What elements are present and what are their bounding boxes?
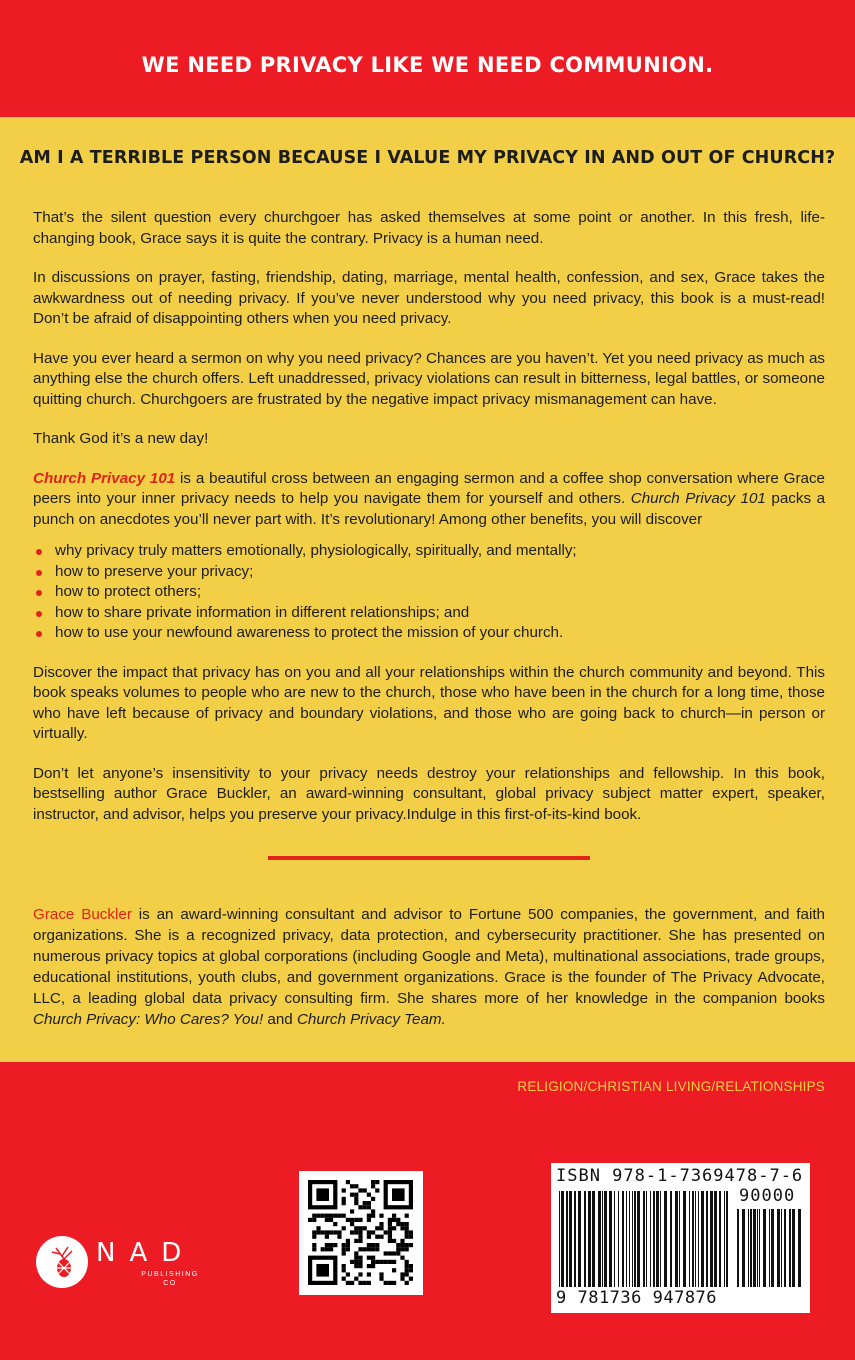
top-banner (0, 0, 855, 117)
bullet-dot-icon (36, 611, 42, 617)
companion-book-2: Church Privacy Team. (296, 1011, 446, 1028)
bullet-dot-icon (36, 590, 42, 596)
paragraph-1: That’s the silent question every churchgoer has asked themselves at some point or another. In this fresh, life-changing book, Grace says it is quite the contrary. Privacy is a human need. (33, 209, 825, 247)
companion-book-1: Church Privacy: Who Cares? You! (33, 1011, 264, 1028)
author-bio (33, 904, 825, 1030)
list-item (55, 541, 825, 562)
tagline: WE NEED PRIVACY LIKE WE NEED COMMUNION. (141, 52, 714, 77)
paragraph-5-text-a: is a beautiful cross between an engaging sermon and a coffee shop conversation where Grace peers into your inner privacy needs to help you navigate them for yourself and others. (33, 469, 825, 507)
publisher-sub: PUBLISHING CO (141, 1271, 199, 1287)
pinecone-icon (36, 1236, 88, 1288)
paragraph-4: Thank God it’s a new day! (33, 430, 209, 447)
paragraph-5 (33, 469, 825, 531)
qr-code (299, 1171, 423, 1295)
price-code: 90000 (739, 1186, 796, 1206)
paragraph-3: Have you ever heard a sermon on why you need privacy? Chances are you haven’t. Yet you need privacy as much as anything else the church offers. Left unaddressed, privacy violations can result in bitterness, legal battles, or someone quitting church. Churchgoers are frustrated by the negative impact privacy mismanagement can have. (33, 349, 825, 408)
bullet-dot-icon (36, 631, 42, 637)
list-item-text: how to preserve your privacy; (55, 562, 254, 580)
divider (268, 856, 590, 860)
bullet-dot-icon (36, 570, 42, 576)
qr-code-icon (299, 1171, 423, 1295)
list-item-text: how to protect others; (55, 583, 202, 600)
book-title: Church Privacy 101 (33, 469, 176, 487)
description (33, 208, 825, 844)
barcode-number: 9 781736 947876 (556, 1288, 718, 1308)
book-title-italic: Church Privacy 101 (630, 490, 766, 507)
list-item (55, 603, 825, 624)
paragraph-6: Discover the impact that privacy has on you and all your relationships within the church community and beyond. This book speaks volumes to people who are new to the church, those who have been in the church for a long time, those who have left because of privacy and boundary violations, and those who are going back to church—in person or virtually. (33, 663, 825, 742)
list-item-text: how to share private information in different relationships; and (55, 603, 470, 621)
author-bio-text: is an award-winning consultant and advisor to Fortune 500 companies, the government, and faith organizations. She is a recognized privacy, data protection, and cybersecurity practitioner. She has presented on numerous privacy topics at global corporations (including Google and Meta), multinational associations, trade groups, educational institutions, youth clubs, and government organizations. Grace is the founder of The Privacy Advocate, LLC, a leading global data privacy consulting firm. She shares more of her knowledge in the companion books (33, 906, 825, 1007)
paragraph-5-text-b: packs a punch on anecdotes you’ll never part with. It’s revolutionary! Among other benefits, you will discover (33, 490, 826, 528)
publisher-letters: NAD (96, 1238, 196, 1268)
bio-conjunction: and (263, 1011, 297, 1028)
bullet-dot-icon (36, 549, 42, 555)
headline: AM I A TERRIBLE PERSON BECAUSE I VALUE MY PRIVACY IN AND OUT OF CHURCH? (19, 148, 836, 168)
list-item-text: why privacy truly matters emotionally, physiologically, spiritually, and mentally; (55, 542, 577, 559)
publisher-logo (36, 1236, 206, 1302)
author-name: Grace Buckler (33, 906, 132, 923)
list-item (55, 582, 825, 603)
category-label: RELIGION/CHRISTIAN LIVING/RELATIONSHIPS (517, 1079, 825, 1094)
list-item (55, 562, 825, 583)
benefits-list (33, 541, 825, 644)
paragraph-2: In discussions on prayer, fasting, friendship, dating, marriage, mental health, confession, and sex, Grace takes the awkwardness out of needing privacy. If you’ve never understood why you need privacy, this book is a must-read! Don’t be afraid of disappointing others when you need privacy. (33, 269, 825, 327)
list-item-text: how to use your newfound awareness to protect the mission of your church. (55, 624, 564, 641)
isbn-label: ISBN 978-1-7369478-7-6 (556, 1166, 804, 1186)
paragraph-7: Don’t let anyone’s insensitivity to your privacy needs destroy your relationships and fellowship. In this book, bestselling author Grace Buckler, an award-winning consultant, global privacy subject matter expert, speaker, instructor, and advisor, helps you preserve your privacy.Indulge in this first-of-its-kind book. (33, 764, 825, 823)
list-item (55, 623, 825, 644)
